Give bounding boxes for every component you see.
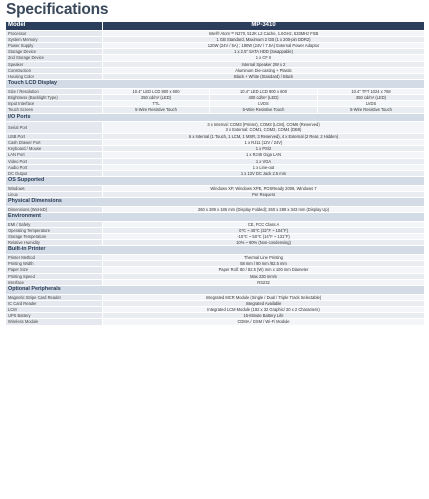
spec-value: 10.4" TFT 1024 x 768	[318, 88, 425, 94]
spec-label: Paper Size	[6, 267, 103, 273]
spec-value: Paper Roll: 80 / 82.5 (W) mm x 100 mm Diameter	[103, 267, 425, 273]
spec-label: Magnetic Stripe Card Reader	[6, 294, 103, 300]
spec-label: LAN Port	[6, 152, 103, 158]
spec-value: 15-Minute Battery Life	[103, 313, 425, 319]
spec-value: 0℃ ~ 40℃ (32°F ~ 104°F)	[103, 227, 425, 233]
spec-value: 10% ~ 90% (Non-condensing)	[103, 240, 425, 246]
spec-label: Brightness (Backlight Type)	[6, 94, 103, 100]
section-header	[6, 198, 425, 207]
spec-value: 1 x PS/2	[103, 146, 425, 152]
spec-value: Internal Speaker 2W x 2	[103, 61, 425, 67]
spec-value: 250 cd/m² (LED)	[103, 94, 210, 100]
section-title: Optional Peripherals	[6, 285, 425, 294]
spec-label: Speaker	[6, 61, 103, 67]
spec-value: Windows XP, Windows XPE, POSReady 2009, Windows 7	[103, 185, 425, 191]
spec-value: 10.4" LED LCD 800 x 600	[103, 88, 210, 94]
spec-value: 400 cd/m² (LED)	[210, 94, 318, 100]
spec-label: Input Interface	[6, 101, 103, 107]
spec-value: Per Request	[103, 191, 425, 197]
spec-table	[5, 21, 425, 326]
spec-value: LVDS	[210, 101, 318, 107]
model-header-row	[6, 22, 425, 31]
spec-row	[6, 122, 425, 134]
spec-label: Wireless Module	[6, 319, 103, 325]
spec-value: Black + White (Standard) / Black	[103, 73, 425, 79]
spec-value: TTL	[103, 101, 210, 107]
spec-row	[6, 319, 425, 325]
spec-value: 350 cd/m² (LED)	[318, 94, 425, 100]
spec-value: Thermal Line Printing	[103, 254, 425, 260]
spec-label: LCM	[6, 306, 103, 312]
model-name: MP-3410	[103, 22, 425, 31]
spec-value	[103, 122, 425, 134]
spec-value: Max 230 mm/s	[103, 273, 425, 279]
spec-label: Storage Temperature	[6, 233, 103, 239]
spec-label: Windows	[6, 185, 103, 191]
spec-label: Power Supply	[6, 42, 103, 48]
section-title: Touch LCD Display	[6, 80, 425, 89]
spec-value: 1 x 2.5" SATA HDD (Swappable)	[103, 49, 425, 55]
spec-label: DC Output	[6, 170, 103, 176]
spec-value: 10.4" LED LCD 800 x 600	[210, 88, 318, 94]
spec-value: CDMA / GSM / Wi-Fi Module	[103, 319, 425, 325]
spec-value-line: 3 x External: COM1, COM2, COM4 (DB9)	[225, 127, 302, 133]
spec-value: 5-Wire Resistive Touch	[318, 107, 425, 113]
spec-label: EMI / Safety	[6, 221, 103, 227]
spec-label: IC Card Reader	[6, 300, 103, 306]
page-title: Specifications	[6, 1, 109, 18]
section-title: I/O Ports	[6, 113, 425, 122]
spec-label: Construction	[6, 67, 103, 73]
spec-label: Storage Device	[6, 49, 103, 55]
spec-label: Serial Port	[6, 122, 103, 134]
section-header	[6, 246, 425, 255]
spec-label: Video Port	[6, 158, 103, 164]
spec-value: 1 x Line-out	[103, 164, 425, 170]
spec-value: LVDS	[318, 101, 425, 107]
spec-value: Intel® Atom™ N270, 512K L2 Cache, 1.6GHz, 533MHz FSB	[103, 30, 425, 36]
model-label: Model	[6, 22, 103, 31]
spec-value: 1 x RJ45 Giga LAN	[103, 152, 425, 158]
spec-value: CE, FCC Class A	[103, 221, 425, 227]
spec-label: USB Port	[6, 133, 103, 139]
spec-value: 58 mm / 80 mm /82.5 mm	[103, 261, 425, 267]
section-header	[6, 113, 425, 122]
spec-value: 120W (24V / 5A) ; 180W (24V / 7.5A) External Power Adaptor	[103, 42, 425, 48]
section-header	[6, 212, 425, 221]
spec-label: Operating Temperature	[6, 227, 103, 233]
spec-value: 1 GB Standard, Maximum 2 GB (1 x 200-pin DDR2)	[103, 36, 425, 42]
spec-label: Touch Screen	[6, 107, 103, 113]
spec-label: Processor	[6, 30, 103, 36]
spec-value: Integrated MCR Module (Single / Dual / Triple Track Selectable)	[103, 294, 425, 300]
spec-value: Aluminum Die-casting + Plastic	[103, 67, 425, 73]
spec-label: Keyboard / Mouse	[6, 146, 103, 152]
section-title: OS Supported	[6, 177, 425, 186]
spec-value: 5-Wire Resistive Touch	[103, 107, 210, 113]
spec-label: Audio Port	[6, 164, 103, 170]
spec-label: Cash Drawer Port	[6, 139, 103, 145]
spec-label: Size / Resolution	[6, 88, 103, 94]
spec-label: System Memory	[6, 36, 103, 42]
section-header	[6, 285, 425, 294]
spec-label: Printing Width	[6, 261, 103, 267]
spec-value: 1 x RJ11 (12V / 24V)	[103, 139, 425, 145]
spec-label: Housing Color	[6, 73, 103, 79]
spec-value: 1 x CF II	[103, 55, 425, 61]
spec-label: 2nd Storage Device	[6, 55, 103, 61]
spec-value: Integrated Available	[103, 300, 425, 306]
spec-label: Printing Speed	[6, 273, 103, 279]
spec-value: 1 x 12V DC Jack 2.5 mm	[103, 170, 425, 176]
spec-label: Linux	[6, 191, 103, 197]
spec-value: RS232	[103, 279, 425, 285]
spec-value: 1 x VGA	[103, 158, 425, 164]
spec-label: UPS Battery	[6, 313, 103, 319]
section-title: Physical Dimensions	[6, 198, 425, 207]
spec-label: Interface	[6, 279, 103, 285]
spec-value: 6 x Internal (1 Touch, 1 LCM, 1 MSR, 3 Reserved), 4 x External (2 Rear, 2 Hidden)	[103, 133, 425, 139]
section-title: Environment	[6, 212, 425, 221]
spec-value: 5-Wire Resistive Touch	[210, 107, 318, 113]
spec-label: Dimensions (WxHxD)	[6, 206, 103, 212]
spec-value: 260 x 289 x 185 mm (Display Folded); 260 x 289 x 343 mm (Display Up)	[103, 206, 425, 212]
spec-value: Integrated LCM Module (192 x 32 Graphic/ 20 x 2 Characters)	[103, 306, 425, 312]
spec-label: Printer Method	[6, 254, 103, 260]
section-header	[6, 80, 425, 89]
section-header	[6, 177, 425, 186]
spec-value-line: 3 x Internal: COM3 (Printer), COM3 (LCM), COM6 (Reserved)	[207, 122, 320, 128]
section-title: Built-in Printer	[6, 246, 425, 255]
spec-value: -10℃ ~ 50℃ (14°F ~ 131°F)	[103, 233, 425, 239]
spec-label: Relative Humidity	[6, 240, 103, 246]
